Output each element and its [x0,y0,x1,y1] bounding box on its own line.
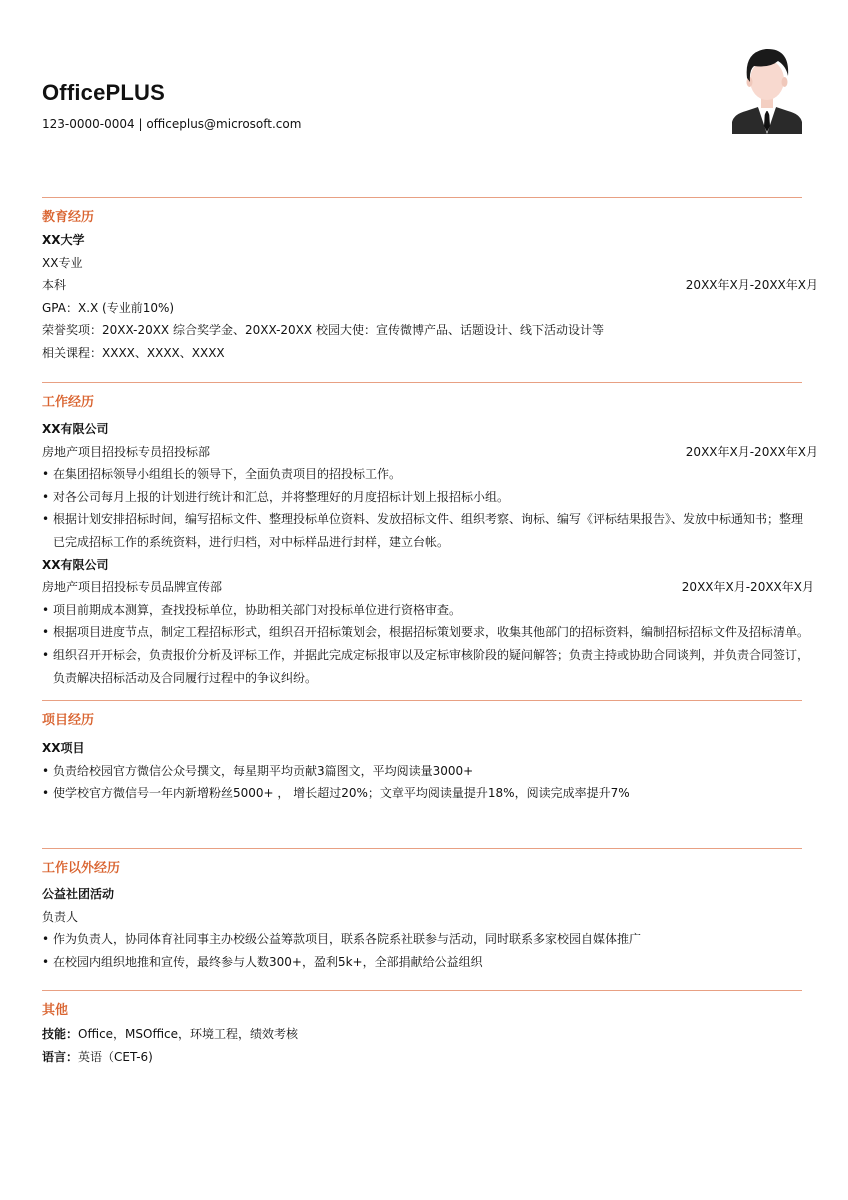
project-name: XX项目 [42,741,85,755]
skills-label: 技能： [42,1027,79,1041]
language: 英语（CET-6) [78,1049,153,1064]
language-row [42,1046,812,1069]
school-name: XX大学 [42,233,85,247]
section-title: 其他 [42,1003,69,1018]
section-divider [42,382,802,383]
skills: Office，MSOffice，环境工程，绩效考核 [78,1027,299,1041]
section-title: 工作以外经历 [42,861,121,876]
courses: 相关课程：XXXX、XXXX、XXXX [42,345,225,360]
section-title: 项目经历 [42,713,95,728]
activity-role: 负责人 [42,909,79,924]
job-bullet: • 组织召开开标会，负责报价分析及评标工作，并据此完成定标报审以及定标审核阶段的疑问解答；负责主持或协助合同谈判，并负责合同签订，负责解决招标活动及合同履行过程中的争议纠纷。 [42,644,812,689]
candidate-name: OfficePLUS [42,80,166,105]
section-divider [42,848,802,849]
language-label: 语言： [42,1049,79,1064]
job-bullet: • 项目前期成本测算，查找投标单位，协助相关部门对投标单位进行资格审查。 [42,599,812,622]
section-title: 工作经历 [42,395,95,410]
job-role-row [42,441,818,464]
degree: 本科 [42,278,67,293]
activity-bullet: • 在校园内组织地推和宣传，最终参与人数300+，盈利5k+，全部捐献给公益组织 [42,951,812,974]
job-bullet: • 根据计划安排招标时间，编写招标文件、整理投标单位资料、发放招标文件、组织考察、询标、编写《评标结果报告》、发放中标通知书；整理已完成招标工作的系统资料，进行归档，对中标样品进行封样，建立台帐。 [42,508,812,553]
skills-row [42,1023,812,1046]
job-bullet: • 根据项目进度节点，制定工程招标形式，组织召开招标策划会，根据招标策划要求，收集其他部门的招标资料，编制招标招标文件及招标清单。 [42,621,812,644]
job-role: 房地产项目招投标专员品牌宣传部 [42,580,223,595]
honors: 荣誉奖项：20XX-20XX 综合奖学金、20XX-20XX 校园大使：宣传微博产品、话题设计、线下活动设计等 [42,323,604,338]
education-date: 20XX年X月-20XX年X月 [685,278,818,293]
job-role: 房地产项目招投标专员招投标部 [42,444,211,459]
section-title: 教育经历 [42,210,95,225]
job-bullet: • 在集团招标领导小组组长的领导下，全面负责项目的招投标工作。 [42,463,812,486]
job-date: 20XX年X月-20XX年X月 [681,580,814,595]
company-name: XX有限公司 [42,422,109,436]
degree-row [42,274,818,297]
project-bullet: • 负责给校园官方微信公众号撰文，每星期平均贡献3篇图文，平均阅读量3000+ [42,760,812,783]
avatar-person-icon [732,49,802,134]
avatar [732,44,802,134]
job-date: 20XX年X月-20XX年X月 [685,444,818,459]
company-name: XX有限公司 [42,557,109,572]
section-divider [42,700,802,701]
project-bullet: • 使学校官方微信号一年内新增粉丝5000+ ， 增长超过20%；文章平均阅读量提升18%，阅读完成率提升7% [42,782,812,805]
activity-bullet: • 作为负责人，协同体育社同事主办校级公益筹款项目，联系各院系社联参与活动，同时联系多家校园自媒体推广 [42,928,812,951]
major: XX专业 [42,255,83,270]
activity-name: 公益社团活动 [42,887,115,901]
gpa: GPA：X.X (专业前10%) [42,300,175,315]
section-divider [42,990,802,991]
job-bullet: • 对各公司每月上报的计划进行统计和汇总，并将整理好的月度招标计划上报招标小组。 [42,486,812,509]
section-divider [42,197,802,198]
job-role-row [42,576,812,599]
contact-info: 123-0000-0004 | officeplus@microsoft.com [42,117,302,131]
